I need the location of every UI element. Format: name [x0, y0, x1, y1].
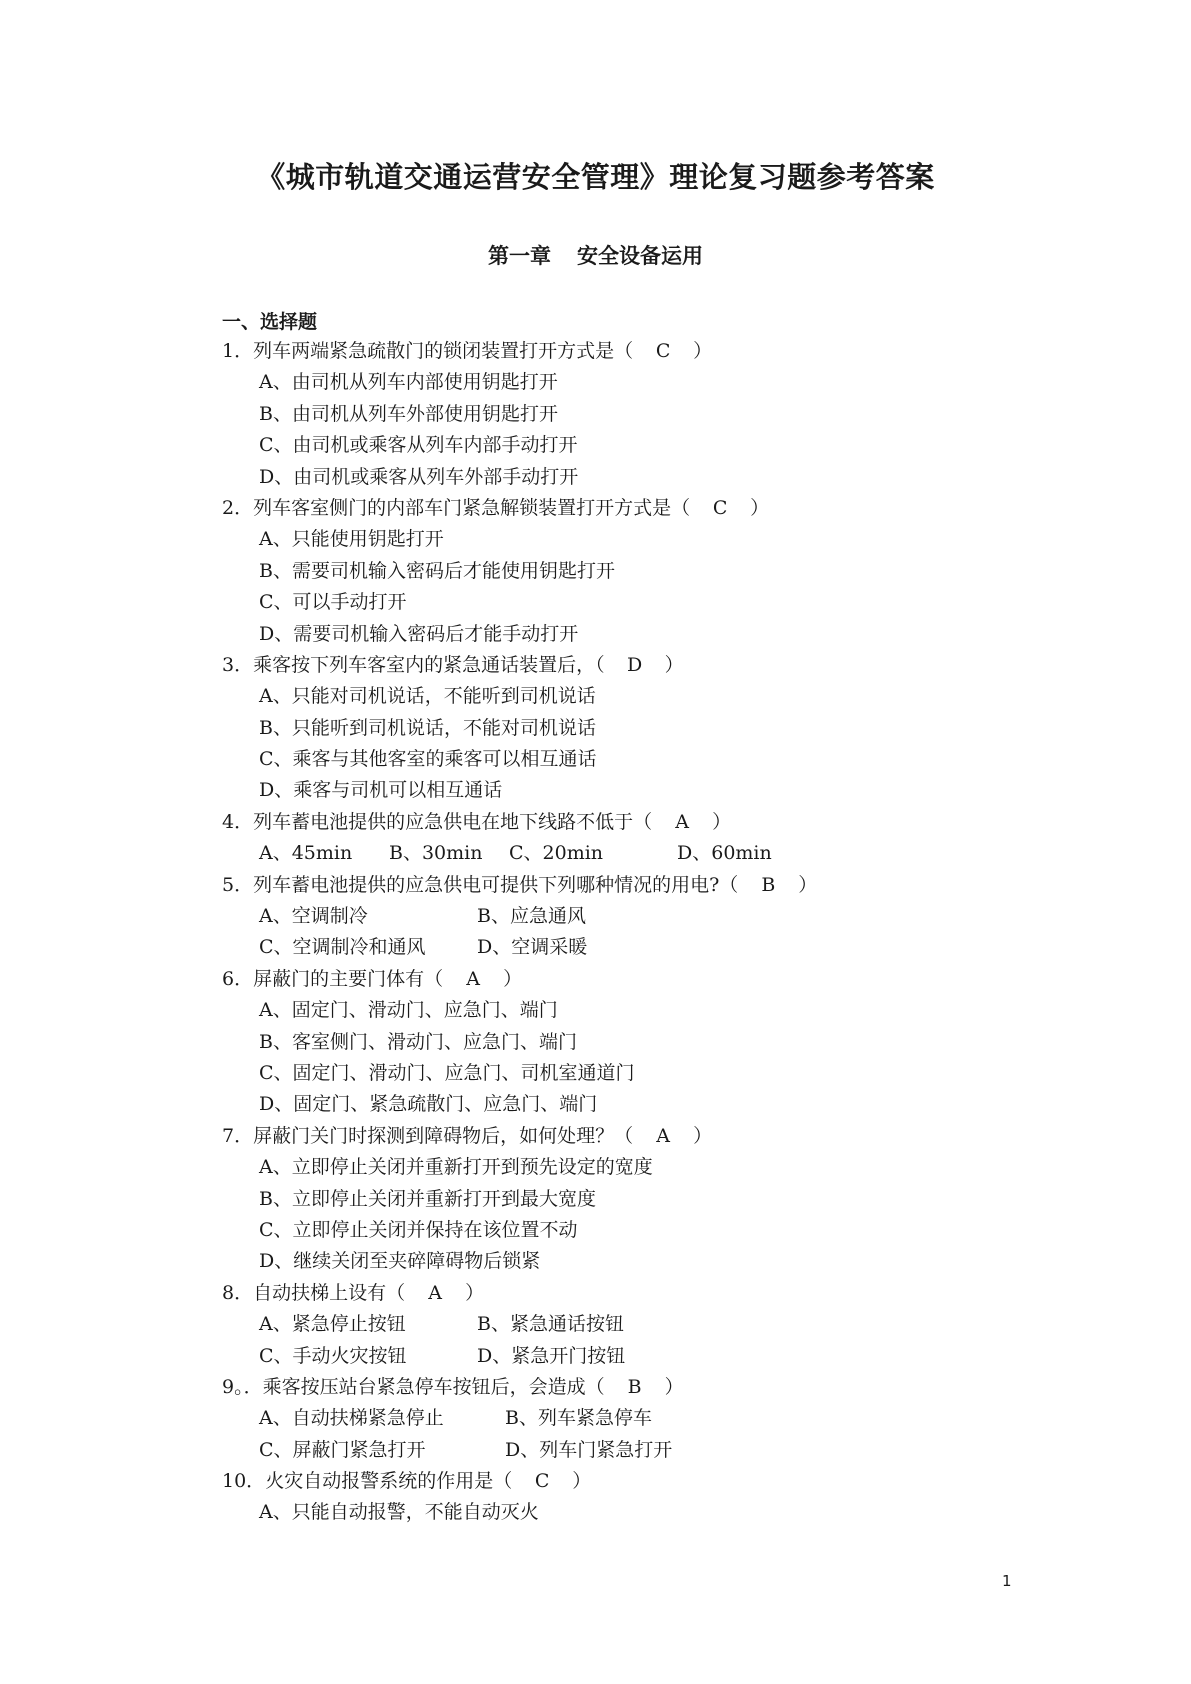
answer-letter: A	[656, 1124, 670, 1147]
option-text: C、由司机或乘客从列车内部手动打开	[259, 434, 578, 457]
question-stem	[222, 964, 1082, 995]
chapter-name: 安全设备运用	[577, 244, 703, 268]
option-row	[222, 430, 1082, 461]
question-number: 6．	[222, 967, 254, 990]
closing-paren: ）	[750, 496, 770, 519]
question-number: 10．	[222, 1470, 266, 1493]
option-row	[222, 619, 1082, 650]
option-text: C、手动火灾按钮	[259, 1344, 407, 1367]
option-text: D、需要司机输入密码后才能手动打开	[259, 622, 579, 645]
question-number: 9。．	[222, 1375, 263, 1398]
page-number: 1	[1002, 1572, 1012, 1590]
question-stem	[222, 650, 1082, 681]
option-row	[222, 1309, 1082, 1340]
option-row	[222, 838, 1082, 869]
answer-letter: D	[626, 653, 643, 676]
answer-letter: B	[761, 873, 776, 896]
option-text: C、立即停止关闭并保持在该位置不动	[259, 1218, 578, 1241]
option-text: A、紧急停止按钮	[259, 1313, 406, 1336]
option-text: C、乘客与其他客室的乘客可以相互通话	[259, 748, 597, 771]
option-text: D、紧急开门按钮	[477, 1344, 626, 1367]
option-row	[222, 775, 1082, 806]
answer-letter: C	[655, 340, 671, 362]
option-text: C、空调制冷和通风	[259, 936, 426, 959]
section-heading: 一、选择题	[222, 311, 318, 333]
option-text: A、空调制冷	[259, 905, 368, 928]
option-text: A、45min	[259, 842, 353, 865]
closing-paren: ）	[503, 967, 523, 990]
answer-letter: A	[428, 1281, 442, 1304]
option-text: B、需要司机输入密码后才能使用钥匙打开	[259, 559, 615, 582]
question-number: 3．	[222, 653, 254, 676]
option-text: D、由司机或乘客从列车外部手动打开	[259, 465, 579, 488]
question-text: 列车两端紧急疏散门的锁闭装置打开方式是（	[253, 340, 634, 362]
option-text: B、客室侧门、滑动门、应急门、端门	[259, 1030, 577, 1053]
question-stem	[222, 870, 1082, 901]
option-text: D、60min	[677, 842, 772, 865]
question-stem	[222, 336, 1082, 367]
option-text: A、立即停止关闭并重新打开到预先设定的宽度	[259, 1156, 653, 1179]
option-text: B、由司机从列车外部使用钥匙打开	[259, 402, 558, 425]
option-text: B、紧急通话按钮	[477, 1313, 624, 1336]
chapter-number: 第一章	[488, 244, 551, 268]
option-row	[222, 901, 1082, 932]
option-row	[222, 1058, 1082, 1089]
answer-letter: B	[627, 1375, 642, 1398]
question-text: 屏蔽门的主要门体有（	[253, 967, 444, 990]
option-text: A、由司机从列车内部使用钥匙打开	[259, 371, 558, 394]
option-text: B、列车紧急停车	[505, 1407, 652, 1430]
document-title: 《城市轨道交通运营安全管理》理论复习题参考答案	[256, 160, 935, 194]
option-row	[222, 556, 1082, 587]
question-stem	[222, 1121, 1082, 1152]
answer-letter: C	[712, 496, 728, 519]
answer-letter: A	[675, 810, 689, 833]
option-text: D、固定门、紧急疏散门、应急门、端门	[259, 1093, 598, 1116]
option-row	[222, 1215, 1082, 1246]
option-text: B、30min	[389, 842, 483, 865]
option-row	[222, 1184, 1082, 1215]
question-number: 2．	[222, 496, 254, 519]
question-number: 4．	[222, 810, 254, 833]
option-row	[222, 681, 1082, 712]
option-text: D、列车门紧急打开	[505, 1438, 673, 1461]
option-text: C、20min	[509, 842, 604, 865]
option-text: D、乘客与司机可以相互通话	[259, 779, 503, 802]
option-text: C、固定门、滑动门、应急门、司机室通道门	[259, 1061, 635, 1084]
closing-paren: ）	[572, 1470, 592, 1493]
option-text: A、只能使用钥匙打开	[259, 528, 444, 551]
option-row	[222, 932, 1082, 963]
question-text: 列车蓄电池提供的应急供电在地下线路不低于（	[253, 810, 653, 833]
question-list	[222, 336, 1082, 1529]
option-row	[222, 367, 1082, 398]
closing-paren: ）	[693, 340, 713, 362]
option-row	[222, 1027, 1082, 1058]
question-text: 屏蔽门关门时探测到障碍物后，如何处理？（	[253, 1124, 634, 1147]
option-text: B、只能听到司机说话，不能对司机说话	[259, 716, 596, 739]
answer-letter: A	[466, 967, 480, 990]
option-row	[222, 713, 1082, 744]
option-text: D、空调采暖	[477, 936, 588, 959]
option-text: A、只能自动报警，不能自动灭火	[259, 1501, 539, 1524]
option-text: B、立即停止关闭并重新打开到最大宽度	[259, 1187, 596, 1210]
option-row	[222, 587, 1082, 618]
closing-paren: ）	[798, 873, 818, 896]
closing-paren: ）	[465, 1281, 485, 1304]
option-row	[222, 744, 1082, 775]
question-text: 列车客室侧门的内部车门紧急解锁装置打开方式是（	[253, 496, 691, 519]
question-text: 自动扶梯上设有（	[253, 1281, 406, 1304]
option-row	[222, 1403, 1082, 1434]
closing-paren: ）	[712, 810, 732, 833]
question-text: 列车蓄电池提供的应急供电可提供下列哪种情况的用电?（	[253, 873, 739, 896]
option-text: A、只能对司机说话，不能听到司机说话	[259, 685, 596, 708]
closing-paren: ）	[664, 653, 684, 676]
question-text: 火灾自动报警系统的作用是（	[265, 1470, 513, 1493]
option-row	[222, 1497, 1082, 1528]
closing-paren: ）	[693, 1124, 713, 1147]
question-text: 乘客按压站台紧急停车按钮后，会造成（	[262, 1375, 605, 1398]
option-row	[222, 524, 1082, 555]
question-number: 1．	[222, 340, 254, 362]
question-number: 7．	[222, 1124, 254, 1147]
question-text: 乘客按下列车客室内的紧急通话装置后，（	[253, 653, 605, 676]
option-row	[222, 995, 1082, 1026]
question-stem	[222, 1466, 1082, 1497]
option-row	[222, 1152, 1082, 1183]
option-text: A、自动扶梯紧急停止	[259, 1407, 444, 1430]
question-stem	[222, 493, 1082, 524]
question-stem	[222, 1278, 1082, 1309]
option-row	[222, 399, 1082, 430]
option-text: C、可以手动打开	[259, 591, 407, 614]
question-stem	[222, 1372, 1082, 1403]
option-text: A、固定门、滑动门、应急门、端门	[259, 999, 558, 1022]
option-row	[222, 1246, 1082, 1277]
option-text: D、继续关闭至夹碎障碍物后锁紧	[259, 1250, 541, 1273]
question-stem	[222, 807, 1082, 838]
option-row	[222, 1341, 1082, 1372]
question-number: 8．	[222, 1281, 254, 1304]
answer-letter: C	[534, 1470, 550, 1493]
question-number: 5．	[222, 873, 254, 896]
option-row	[222, 1435, 1082, 1466]
option-text: B、应急通风	[477, 905, 586, 928]
closing-paren: ）	[664, 1375, 684, 1398]
option-row	[222, 1089, 1082, 1120]
option-row	[222, 462, 1082, 493]
option-text: C、屏蔽门紧急打开	[259, 1438, 426, 1461]
chapter-heading	[0, 240, 1191, 270]
